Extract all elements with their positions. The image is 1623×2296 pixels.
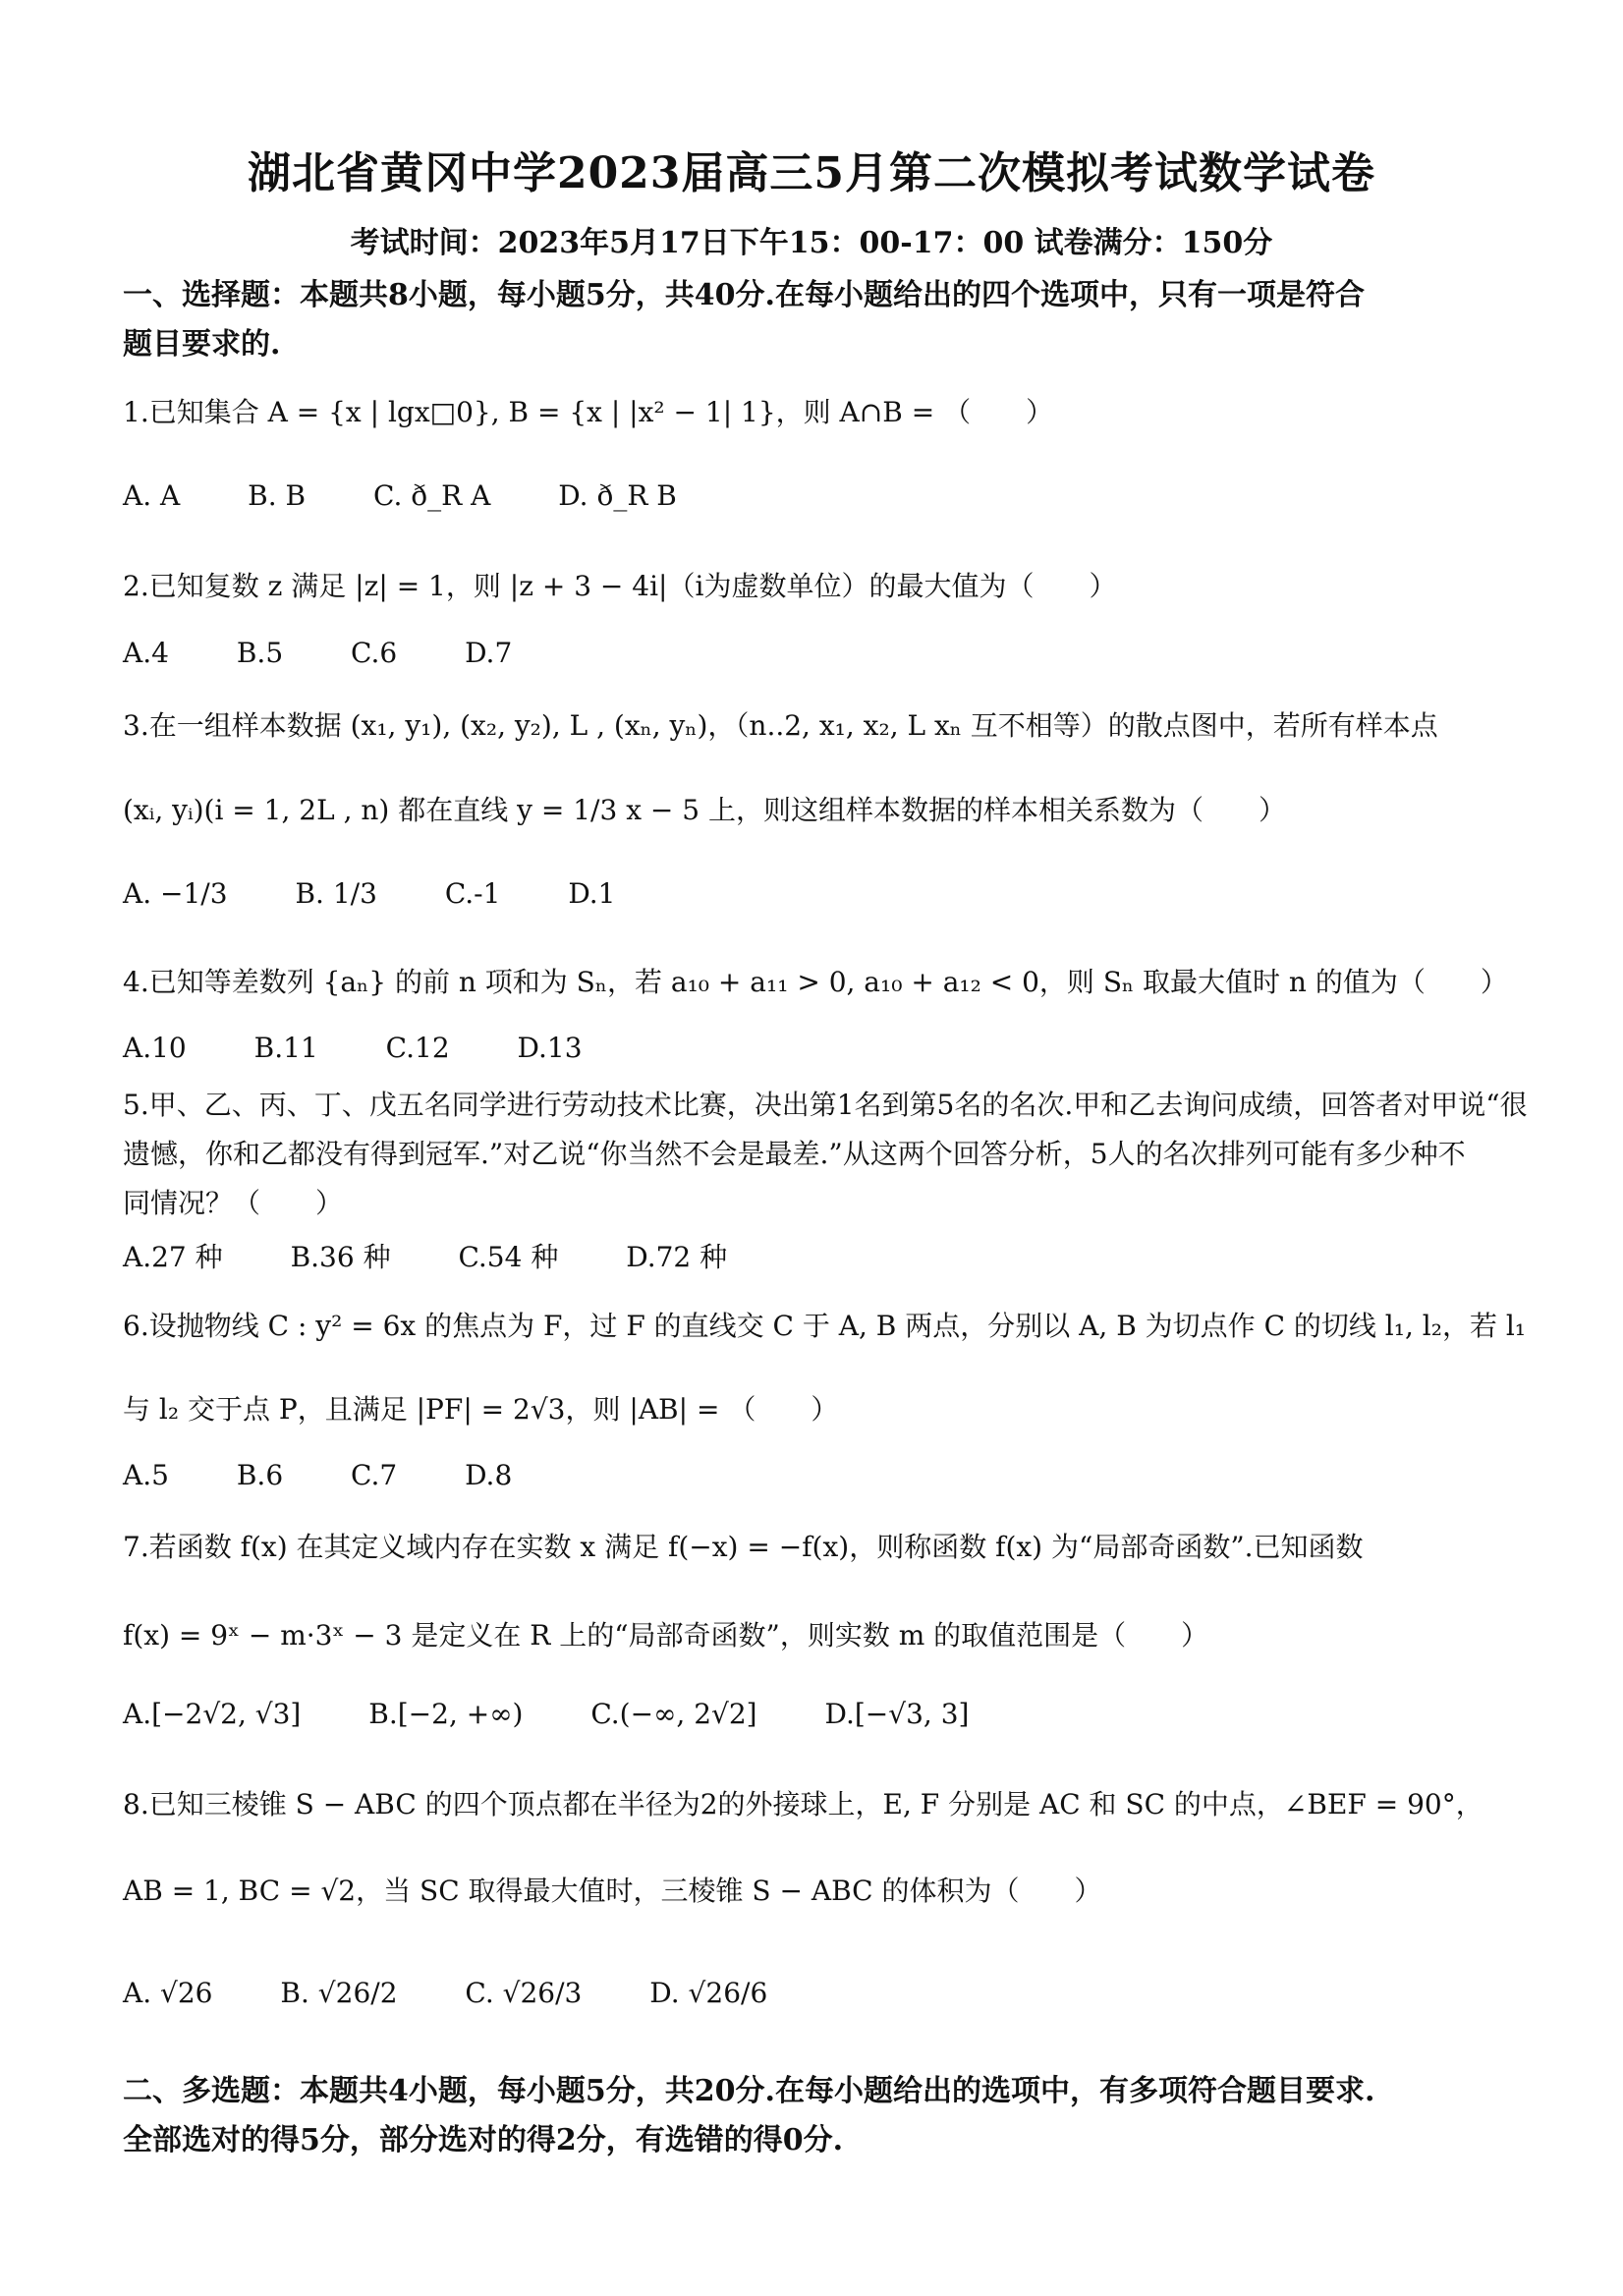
option-d: D. ð_R B [558,479,677,512]
option-c: C.6 [351,637,398,669]
option-c: C.-1 [444,877,501,910]
question-3-cont: (xᵢ, yᵢ)(i = 1, 2L , n) 都在直线 y = 1/3 x − 5 上，则这组样本数据的样本相关系数为（ ） [123,794,1286,826]
question-7: 7.若函数 f(x) 在其定义域内存在实数 x 满足 f(−x) = −f(x)，则称函数 f(x) 为“局部奇函数”.已知函数 [123,1531,1364,1563]
option-d: D.1 [568,877,616,910]
option-c: C. ð_R A [373,479,491,512]
section2-heading-cont: 全部选对的得5分，部分选对的得2分，有选错的得0分. [123,2123,844,2157]
option-a: A.5 [123,1459,169,1491]
question-1-options [123,479,736,512]
question-8-cont: AB = 1, BC = √2，当 SC 取得最大值时，三棱锥 S − ABC 的体积为（ ） [123,1875,1102,1907]
question-2: 2.已知复数 z 满足 |z| = 1，则 |z + 3 − 4i|（i为虚数单位）的最大值为（ ） [123,570,1117,602]
option-d: D.72 种 [626,1241,728,1273]
option-d: D.7 [465,637,513,669]
option-b: B.[−2, +∞) [368,1698,524,1730]
section1-heading-cont: 题目要求的. [123,327,281,362]
question-6: 6.设抛物线 C : y² = 6x 的焦点为 F，过 F 的直线交 C 于 A, B 两点，分别以 A, B 为切点作 C 的切线 l₁, l₂，若 l₁ [123,1310,1527,1342]
option-d: D.8 [465,1459,513,1491]
question-7-cont: f(x) = 9ˣ − m·3ˣ − 3 是定义在 R 上的“局部奇函数”，则实数 m 的取值范围是（ ） [123,1619,1209,1652]
question-1: 1.已知集合 A = {x | lgx□0}, B = {x | |x² − 1| 1}，则 A∩B = （ ） [123,396,1054,428]
option-b: B.5 [236,637,284,669]
question-3-options [123,877,675,910]
question-7-options [123,1698,1028,1730]
option-d: D.13 [517,1032,583,1064]
option-a: A.10 [123,1032,187,1064]
question-4-options [123,1032,642,1064]
question-8: 8.已知三棱锥 S − ABC 的四个顶点都在半径为2的外接球上，E, F 分别是 AC 和 SC 的中点，∠BEF = 90°， [123,1788,1483,1820]
option-b: B.6 [236,1459,284,1491]
option-a: A.27 种 [123,1241,223,1273]
question-5-cont: 遗憾，你和乙都没有得到冠军.”对乙说“你当然不会是最差.”从这两个回答分析，5人的名次排列可能有多少种不 [123,1138,1466,1170]
section1-heading: 一、选择题：本题共8小题，每小题5分，共40分.在每小题给出的四个选项中，只有一项是符合 [123,278,1365,312]
page-title: 湖北省黄冈中学2023届高三5月第二次模拟考试数学试卷 [247,148,1376,198]
option-a: A. −1/3 [123,877,228,910]
question-6-cont: 与 l₂ 交于点 P，且满足 |PF| = 2√3，则 |AB| = （ ） [123,1393,839,1426]
option-c: C.54 种 [458,1241,559,1273]
option-a: A. √26 [123,1977,213,2009]
option-b: B.36 种 [290,1241,391,1273]
option-b: B. B [248,479,307,512]
question-5-options [123,1236,786,1275]
option-a: A. A [123,479,181,512]
option-b: B.11 [253,1032,318,1064]
question-5-cont: 同情况？（ ） [123,1187,344,1219]
question-2-options [123,637,571,669]
question-8-options [123,1977,826,2009]
option-c: C.7 [351,1459,398,1491]
option-c: C. √26/3 [465,1977,583,2009]
option-b: B. √26/2 [280,1977,398,2009]
question-4: 4.已知等差数列 {aₙ} 的前 n 项和为 Sₙ，若 a₁₀ + a₁₁ > 0, a₁₀ + a₁₂ < 0，则 Sₙ 取最大值时 n 的值为（ ） [123,966,1508,998]
option-c: C.12 [385,1032,450,1064]
question-3: 3.在一组样本数据 (x₁, y₁), (x₂, y₂), L , (xₙ, yₙ)，（n..2, x₁, x₂, L xₙ 互不相等）的散点图中，若所有样本点 [123,709,1438,742]
option-b: B. 1/3 [295,877,377,910]
option-d: D. √26/6 [649,1977,768,2009]
option-c: C.(−∞, 2√2] [590,1698,757,1730]
option-a: A.[−2√2, √3] [123,1698,302,1730]
question-6-options [123,1459,571,1491]
option-d: D.[−√3, 3] [824,1698,970,1730]
option-a: A.4 [123,637,169,669]
question-5: 5.甲、乙、丙、丁、戊五名同学进行劳动技术比赛，决出第1名到第5名的名次.甲和乙去询问成绩，回答者对甲说“很 [123,1089,1528,1121]
section2-heading: 二、多选题：本题共4小题，每小题5分，共20分.在每小题给出的选项中，有多项符合题目要求. [123,2074,1375,2108]
exam-info: 考试时间：2023年5月17日下午15：00-17：00 试卷满分：150分 [350,226,1273,260]
